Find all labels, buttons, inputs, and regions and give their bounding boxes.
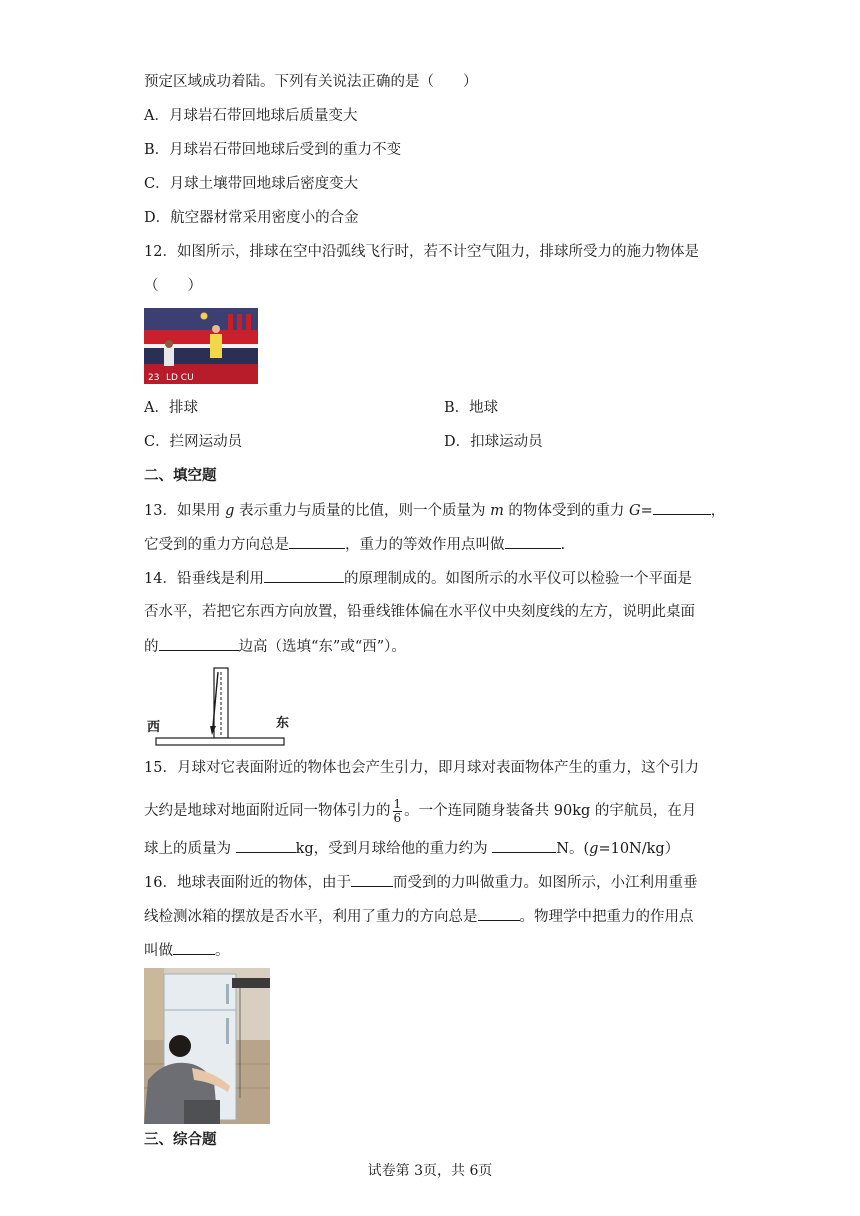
question-11-stem-end: 预定区域成功着陆。下列有关说法正确的是（ ） [144, 74, 478, 90]
svg-text:23: 23 [148, 373, 160, 383]
fraction-one-sixth: $\frac{1}{6}$ [393, 796, 402, 825]
q12-option-a[interactable]: A．排球 [144, 400, 198, 416]
question-16-line2: 线检测冰箱的摆放是否水平，利用了重力的方向总是 。物理学中把重力的作用点 [144, 906, 694, 927]
answer-blank[interactable] [653, 500, 711, 515]
q11-option-a[interactable]: A．月球岩石带回地球后质量变大 [144, 108, 358, 124]
question-12-stem: 12．如图所示，排球在空中沿弧线飞行时，若不计空气阻力，排球所受力的施力物体是 [144, 244, 699, 260]
page-footer: 试卷第 3页，共 6页 [367, 1163, 493, 1179]
answer-blank[interactable] [173, 940, 215, 955]
question-15-line2: 大约是地球对地面附近同一物体引力的 $\frac{1}{6}$ 。一个连同随身装备共 90kg 的宇航员，在月 [144, 796, 697, 825]
svg-text:LD CU: LD CU [166, 373, 194, 383]
q11-option-d[interactable]: D．航空器材常采用密度小的合金 [144, 210, 359, 226]
fridge-photo [144, 968, 270, 1124]
q12-option-b[interactable]: B．地球 [444, 400, 499, 416]
answer-blank[interactable] [478, 906, 520, 921]
answer-blank[interactable] [505, 534, 561, 549]
question-14-line1: 14．铅垂线是利用 的原理制成的。如图所示的水平仪可以检验一个平面是 [144, 568, 692, 589]
q12-option-d[interactable]: D．扣球运动员 [444, 434, 543, 450]
answer-blank[interactable] [351, 872, 393, 887]
question-16-line1: 16．地球表面附近的物体，由于 而受到的力叫做重力。如图所示，小江利用重垂 [144, 872, 697, 893]
question-13-line1: 13．如果用 g 表示重力与质量的比值，则一个质量为 m 的物体受到的重力 G= ， [144, 500, 725, 521]
level-instrument-figure [144, 666, 304, 750]
question-15-line3: 球上的质量为 kg，受到月球给他的重力约为 N。(g=10N/kg） [144, 838, 679, 859]
q11-option-b[interactable]: B．月球岩石带回地球后受到的重力不变 [144, 142, 402, 158]
section-title-fill-in: 二、填空题 [144, 467, 217, 484]
label-west: 西 [147, 720, 161, 735]
question-12-paren: （ ） [144, 278, 202, 294]
question-14-line3: 的 边高（选填“东”或“西”）。 [144, 636, 406, 657]
answer-blank[interactable] [236, 838, 296, 853]
volleyball-photo [144, 308, 258, 384]
q11-option-c[interactable]: C．月球土壤带回地球后密度变大 [144, 176, 359, 192]
answer-blank[interactable] [159, 636, 239, 651]
answer-blank[interactable] [264, 568, 344, 583]
answer-blank[interactable] [492, 838, 556, 853]
question-14-line2: 否水平，若把它东西方向放置，铅垂线锥体偏在水平仪中央刻度线的左方，说明此桌面 [144, 604, 695, 620]
section-title-comprehensive: 三、综合题 [144, 1131, 217, 1148]
question-15-line1: 15．月球对它表面附近的物体也会产生引力，即月球对表面物体产生的重力，这个引力 [144, 760, 699, 776]
answer-blank[interactable] [289, 534, 345, 549]
label-east: 东 [276, 716, 290, 731]
question-13-line2: 它受到的重力方向总是 ，重力的等效作用点叫做 . [144, 534, 565, 555]
q12-option-c[interactable]: C．拦网运动员 [144, 434, 243, 450]
question-16-line3: 叫做 。 [144, 940, 230, 961]
